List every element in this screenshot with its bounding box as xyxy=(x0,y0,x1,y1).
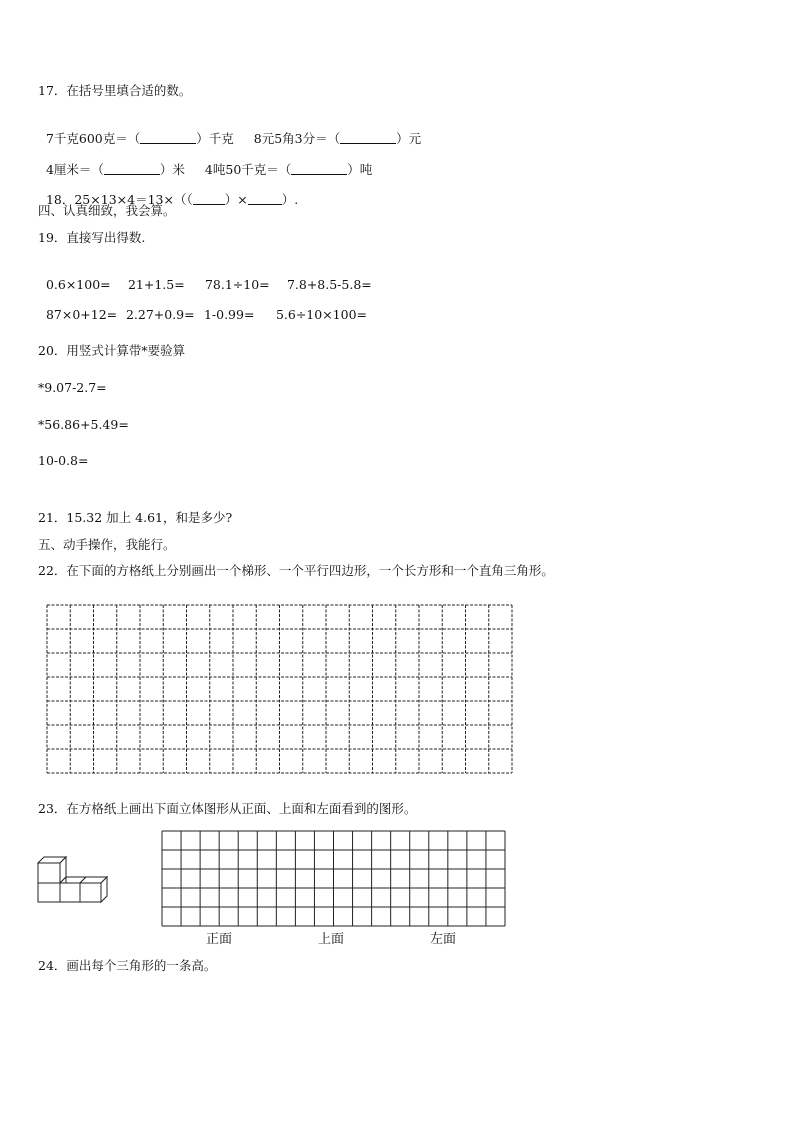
q23-grid-paper[interactable] xyxy=(161,830,507,928)
q18-blank-2[interactable] xyxy=(248,192,282,205)
q19-item: 87×0+12= xyxy=(45,307,118,322)
q17-row1-a-blank[interactable] xyxy=(140,131,196,144)
q22-text: 22．在下面的方格纸上分别画出一个梯形、一个平行四边形，一个长方形和一个直角三角形。 xyxy=(38,563,554,578)
q19-item: 7.8+8.5-5.8= xyxy=(286,277,372,292)
view-label-front: 正面 xyxy=(206,932,233,947)
q18-mid: ）× xyxy=(224,192,248,207)
q17-row1-a-post: ）千克 xyxy=(196,131,234,146)
q19-item: 21+1.5= xyxy=(127,277,185,292)
q19-item: 1-0.99= xyxy=(203,307,255,322)
q19-item: 0.6×100= xyxy=(45,277,111,292)
q17-row2-b-post: ）吨 xyxy=(347,162,373,177)
view-label-left: 左面 xyxy=(430,932,457,947)
q20-title: 20．用竖式计算带*要验算 xyxy=(38,343,186,358)
section-5-heading: 五、动手操作，我能行。 xyxy=(38,537,176,552)
q20-item-2: *56.86+5.49= xyxy=(38,417,129,432)
q17-row1-a-pre: 7千克600克＝（ xyxy=(45,131,141,146)
q18-post: ）. xyxy=(281,192,299,207)
q17-row2-b-blank[interactable] xyxy=(291,162,347,175)
q17-row2 xyxy=(38,146,372,178)
q23-title: 23．在方格纸上画出下面立体图形从正面、上面和左面看到的图形。 xyxy=(38,801,417,816)
q19-title: 19．直接写出得数. xyxy=(38,230,146,245)
section-4-heading: 四、认真细致，我会算。 xyxy=(38,203,176,218)
view-label-top: 上面 xyxy=(318,932,345,947)
q22-grid-paper[interactable] xyxy=(46,604,514,775)
q20-item-3: 10-0.8= xyxy=(38,453,89,468)
q19-item: 5.6÷10×100= xyxy=(275,307,368,322)
q17-row1 xyxy=(38,115,421,147)
q19-item: 78.1÷10= xyxy=(204,277,270,292)
q17-row1-b-blank[interactable] xyxy=(340,131,396,144)
q20-item-1: *9.07-2.7= xyxy=(38,380,107,395)
q17-row1-b-post: ）元 xyxy=(396,131,422,146)
q17-row2-b-pre: 4吨50千克＝（ xyxy=(204,162,292,177)
q18-blank-1[interactable] xyxy=(193,192,225,205)
cube-figure xyxy=(38,855,118,905)
q19-row1 xyxy=(38,261,372,293)
q17-title: 17．在括号里填合适的数。 xyxy=(38,83,192,98)
q21-text: 21．15.32 加上 4.61，和是多少? xyxy=(38,510,233,525)
q24-text: 24．画出每个三角形的一条高。 xyxy=(38,958,217,973)
q17-row1-b-pre: 8元5角3分＝（ xyxy=(253,131,341,146)
q18-pre: 18．25×13×4＝13×（（ xyxy=(45,192,193,207)
q17-row2-a-post: ）米 xyxy=(159,162,185,177)
q19-item: 2.27+0.9= xyxy=(125,307,195,322)
q19-row2 xyxy=(38,291,367,323)
q17-row2-a-pre: 4厘米＝（ xyxy=(45,162,104,177)
q17-row2-a-blank[interactable] xyxy=(104,162,160,175)
